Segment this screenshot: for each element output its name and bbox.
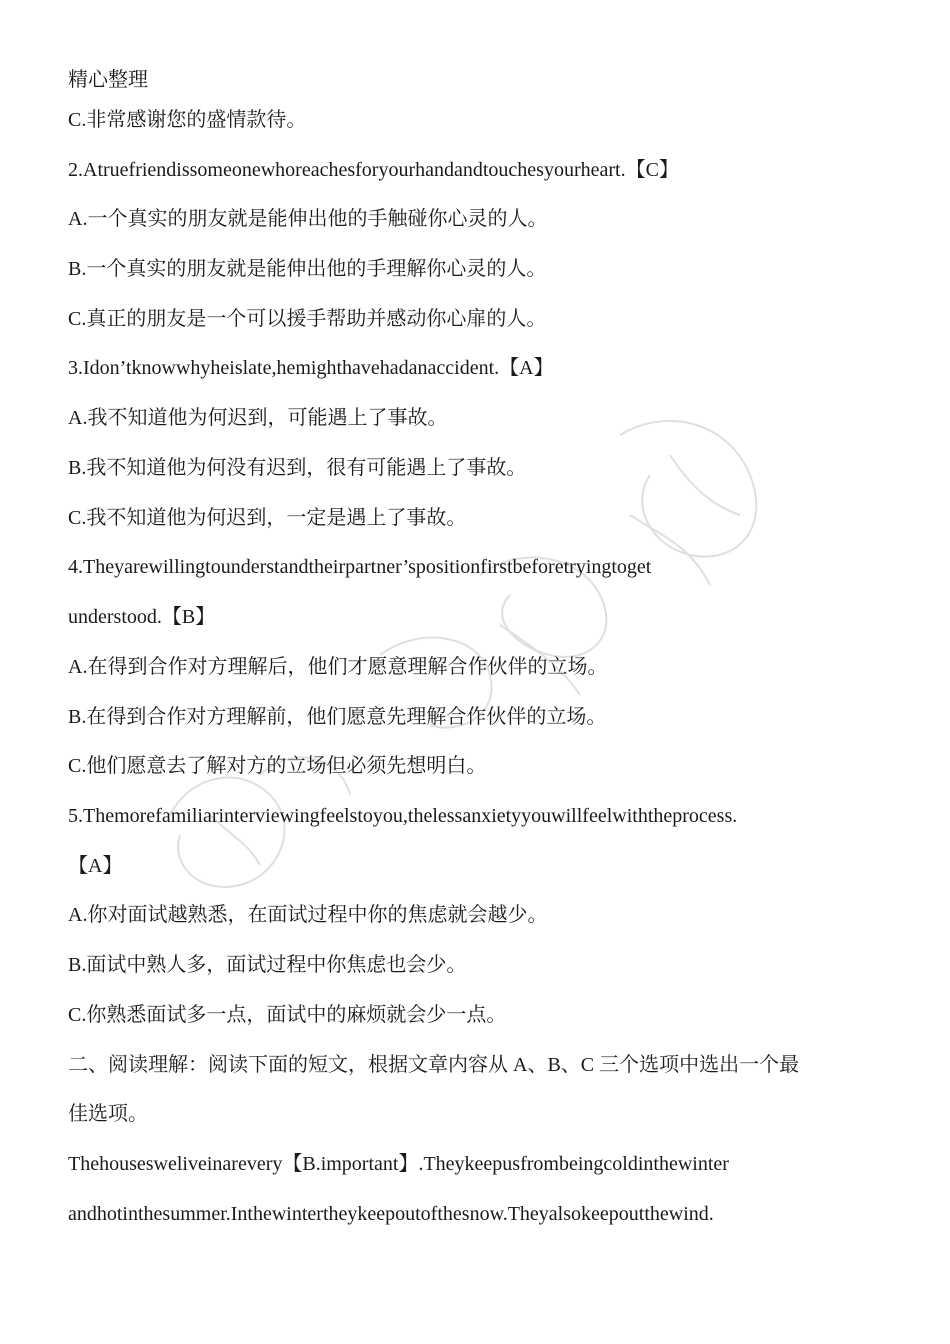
- option-line: C.他们愿意去了解对方的立场但必须先想明白。: [68, 755, 487, 777]
- question-line: 5.Themorefamiliarinterviewingfeelstoyou,thelessanxietyyouwillfeelwiththeprocess.: [68, 805, 738, 827]
- option-line: C.非常感谢您的盛情款待。: [68, 109, 307, 131]
- passage-line: andhotinthesummer.Inthewintertheykeepoutofthesnow.Theyalsokeepoutthewind.: [68, 1203, 714, 1225]
- option-line: A.在得到合作对方理解后，他们才愿意理解合作伙伴的立场。: [68, 656, 608, 678]
- option-line: A.一个真实的朋友就是能伸出他的手触碰你心灵的人。: [68, 208, 548, 230]
- option-line: A.我不知道他为何迟到，可能遇上了事故。: [68, 407, 448, 429]
- question-line: 2.Atruefriendissomeonewhoreachesforyourhandandtouchesyourheart.【C】: [68, 159, 679, 181]
- option-line: B.我不知道他为何没有迟到，很有可能遇上了事故。: [68, 457, 527, 479]
- section-heading: 二、阅读理解：阅读下面的短文，根据文章内容从 A、B、C 三个选项中选出一个最: [68, 1054, 800, 1076]
- question-line: 4.Theyarewillingtounderstandtheirpartner’spositionfirstbeforetryingtoget: [68, 556, 652, 578]
- answer-mark: 【A】: [68, 855, 123, 877]
- section-heading-continued: 佳选项。: [68, 1103, 148, 1125]
- option-line: B.一个真实的朋友就是能伸出他的手理解你心灵的人。: [68, 258, 547, 280]
- option-line: C.真正的朋友是一个可以援手帮助并感动你心扉的人。: [68, 308, 547, 330]
- option-line: B.在得到合作对方理解前，他们愿意先理解合作伙伴的立场。: [68, 706, 607, 728]
- option-line: C.我不知道他为何迟到，一定是遇上了事故。: [68, 507, 467, 529]
- passage-line: Thehousesweliveinarevery【B.important】.Theykeepusfrombeingcoldinthewinter: [68, 1153, 729, 1175]
- question-line-continued: understood.【B】: [68, 606, 216, 628]
- option-line: C.你熟悉面试多一点，面试中的麻烦就会少一点。: [68, 1004, 507, 1026]
- page-header: 精心整理: [68, 69, 148, 91]
- option-line: A.你对面试越熟悉，在面试过程中你的焦虑就会越少。: [68, 904, 548, 926]
- option-line: B.面试中熟人多，面试过程中你焦虑也会少。: [68, 954, 467, 976]
- question-line: 3.Idon’tknowwhyheislate,hemighthavehadanaccident.【A】: [68, 357, 554, 379]
